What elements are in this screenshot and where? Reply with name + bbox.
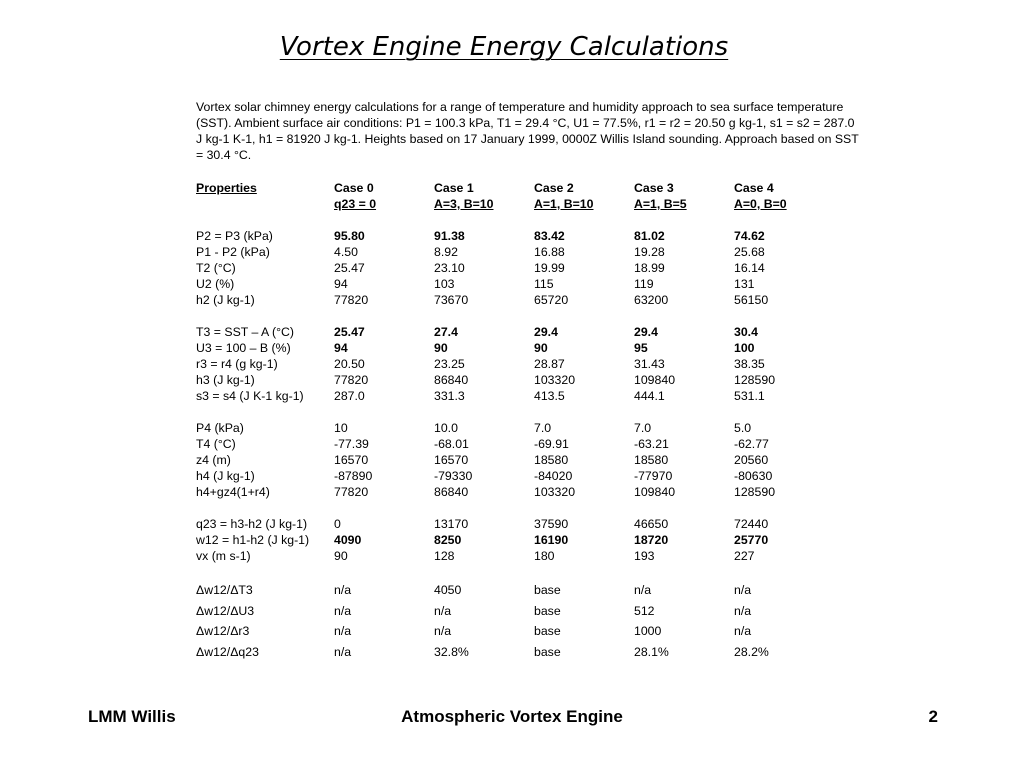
table-row — [196, 484, 834, 500]
row-value: 90 — [434, 341, 448, 355]
row-value: 103320 — [534, 485, 576, 499]
spacer-cell — [534, 564, 634, 580]
delta-value: n/a — [334, 624, 352, 638]
delta-value: n/a — [334, 644, 352, 659]
row-value: -68.01 — [434, 437, 469, 451]
row-label: h3 (J kg-1) — [196, 373, 255, 387]
row-label: T2 (°C) — [196, 261, 236, 275]
spacer-cell — [634, 212, 734, 228]
row-value: 73670 — [434, 293, 469, 307]
footer-page-number: 2 — [928, 707, 938, 726]
spacer-cell — [196, 564, 334, 580]
row-label: P2 = P3 (kPa) — [196, 229, 273, 243]
spacer-cell — [334, 212, 434, 228]
delta-value: 512 — [634, 603, 655, 618]
delta-row — [196, 621, 834, 642]
table-spacer — [196, 564, 834, 580]
row-value: 331.3 — [434, 389, 465, 403]
row-value: 86840 — [434, 373, 469, 387]
spacer-cell — [196, 212, 334, 228]
spacer-cell — [734, 564, 834, 580]
row-value: 131 — [734, 277, 755, 291]
header-params: q23 = 0 — [334, 197, 377, 211]
delta-value: base — [534, 644, 561, 659]
delta-label: Δw12/Δq23 — [196, 644, 259, 659]
row-value: -80630 — [734, 469, 773, 483]
row-value: 46650 — [634, 517, 669, 531]
row-value: 115 — [534, 277, 554, 291]
delta-value: 28.1% — [634, 644, 669, 659]
row-value: 86840 — [434, 485, 469, 499]
row-value: 0 — [334, 517, 341, 531]
table-spacer — [196, 212, 834, 228]
header-case: Case 4 — [734, 181, 774, 195]
row-value: 77820 — [334, 293, 369, 307]
row-value: 94 — [334, 341, 348, 355]
table-row — [196, 244, 834, 260]
delta-value: 32.8% — [434, 644, 469, 659]
delta-value: base — [534, 583, 561, 597]
table-row — [196, 340, 834, 356]
row-value: 74.62 — [734, 229, 765, 243]
row-value: 30.4 — [734, 325, 758, 339]
row-value: 7.0 — [634, 421, 652, 435]
row-value: 29.4 — [534, 325, 558, 339]
table-row — [196, 548, 834, 564]
row-value: 119 — [634, 277, 654, 291]
row-value: -84020 — [534, 469, 573, 483]
delta-value: 1000 — [634, 624, 662, 638]
intro-paragraph: Vortex solar chimney energy calculations for a range of temperature and humidity approach to sea surface temperature (SST). Ambient surface air conditions: P1 = 100.3 kPa, T1 = 29.4 °C, U1 = 77.5%, r1 = r2 = 20.50 g kg-1, s1 = s2 = 287.0 J kg-1 K-1, h1 = 81920 J kg-1. Heights based on 17 January 1999, 0000Z Willis Island sounding. Approach based on SST = 30.4 °C. — [196, 100, 859, 162]
row-value: 25.68 — [734, 245, 765, 259]
header-blank — [196, 196, 334, 212]
row-value: 109840 — [634, 485, 676, 499]
delta-label: Δw12/Δr3 — [196, 624, 250, 638]
row-value: -63.21 — [634, 437, 669, 451]
row-value: 63200 — [634, 293, 669, 307]
row-label: vx (m s-1) — [196, 549, 251, 563]
properties-table — [196, 180, 834, 662]
row-value: 95 — [634, 341, 648, 355]
delta-value: 4050 — [434, 583, 462, 597]
row-value: 100 — [734, 341, 755, 355]
header-case: Case 0 — [334, 181, 374, 195]
table-spacer — [196, 500, 834, 516]
header-case: Case 3 — [634, 181, 674, 195]
table-row — [196, 228, 834, 244]
spacer-cell — [734, 404, 834, 420]
table-header-row — [196, 180, 834, 196]
row-value: 16190 — [534, 533, 569, 547]
spacer-cell — [434, 404, 534, 420]
row-value: 77820 — [334, 373, 369, 387]
row-value: 193 — [634, 549, 655, 563]
row-value: 20.50 — [334, 357, 365, 371]
row-value: 128590 — [734, 373, 776, 387]
row-value: 72440 — [734, 517, 769, 531]
spacer-cell — [196, 308, 334, 324]
table-params-row — [196, 196, 834, 212]
row-value: 18580 — [534, 453, 569, 467]
row-value: 103320 — [534, 373, 576, 387]
spacer-cell — [434, 564, 534, 580]
table-spacer — [196, 404, 834, 420]
spacer-cell — [334, 308, 434, 324]
spacer-cell — [734, 500, 834, 516]
spacer-cell — [734, 212, 834, 228]
spacer-cell — [334, 500, 434, 516]
row-value: 90 — [534, 341, 548, 355]
spacer-cell — [334, 404, 434, 420]
spacer-cell — [534, 212, 634, 228]
row-value: 4.50 — [334, 245, 358, 259]
delta-label: Δw12/ΔU3 — [196, 603, 255, 618]
row-label: U3 = 100 – B (%) — [196, 341, 291, 355]
table-row — [196, 260, 834, 276]
header-params: A=1, B=10 — [534, 197, 594, 211]
row-value: 180 — [534, 549, 555, 563]
delta-row — [196, 580, 834, 601]
row-value: 83.42 — [534, 229, 565, 243]
row-value: 25.47 — [334, 325, 365, 339]
row-label: z4 (m) — [196, 453, 231, 467]
spacer-cell — [634, 500, 734, 516]
row-value: 7.0 — [534, 421, 552, 435]
row-value: 16570 — [334, 453, 369, 467]
table-row — [196, 356, 834, 372]
table-row — [196, 516, 834, 532]
delta-value: 28.2% — [734, 644, 769, 659]
row-value: 8250 — [434, 533, 462, 547]
footer-title: Atmospheric Vortex Engine — [401, 707, 623, 726]
row-value: 77820 — [334, 485, 369, 499]
row-value: 91.38 — [434, 229, 465, 243]
table-row — [196, 372, 834, 388]
delta-value: n/a — [734, 583, 752, 597]
delta-label: Δw12/ΔT3 — [196, 583, 253, 597]
header-params: A=1, B=5 — [634, 197, 687, 211]
spacer-cell — [434, 500, 534, 516]
row-label: T4 (°C) — [196, 437, 236, 451]
row-value: 531.1 — [734, 389, 765, 403]
delta-value: n/a — [434, 624, 452, 638]
spacer-cell — [196, 500, 334, 516]
row-value: 37590 — [534, 517, 569, 531]
spacer-cell — [634, 564, 734, 580]
row-label: U2 (%) — [196, 277, 235, 291]
table-row — [196, 436, 834, 452]
table-row — [196, 468, 834, 484]
row-value: 65720 — [534, 293, 569, 307]
row-value: 81.02 — [634, 229, 665, 243]
header-case: Case 2 — [534, 181, 574, 195]
row-value: 10 — [334, 421, 348, 435]
row-value: 29.4 — [634, 325, 658, 339]
delta-row — [196, 601, 834, 622]
page-title: Vortex Engine Energy Calculations — [279, 32, 729, 62]
spacer-cell — [634, 404, 734, 420]
row-label: P1 - P2 (kPa) — [196, 245, 270, 259]
spacer-cell — [196, 404, 334, 420]
row-value: 128 — [434, 549, 455, 563]
row-label: q23 = h3-h2 (J kg-1) — [196, 517, 308, 531]
delta-value: base — [534, 624, 561, 638]
row-value: 23.10 — [434, 261, 465, 275]
row-value: 18720 — [634, 533, 669, 547]
delta-value: n/a — [634, 583, 652, 597]
row-value: 20560 — [734, 453, 769, 467]
header-params: A=3, B=10 — [434, 197, 494, 211]
row-value: 16570 — [434, 453, 469, 467]
spacer-cell — [334, 564, 434, 580]
header-case: Case 1 — [434, 181, 474, 195]
row-value: 18.99 — [634, 261, 665, 275]
spacer-cell — [534, 500, 634, 516]
row-value: 90 — [334, 549, 348, 563]
row-value: 18580 — [634, 453, 669, 467]
row-value: 128590 — [734, 485, 776, 499]
row-label: P4 (kPa) — [196, 421, 244, 435]
row-value: -87890 — [334, 469, 373, 483]
row-value: 56150 — [734, 293, 769, 307]
row-label: h2 (J kg-1) — [196, 293, 255, 307]
table-row — [196, 532, 834, 548]
delta-value: n/a — [734, 624, 752, 638]
spacer-cell — [734, 308, 834, 324]
table-row — [196, 292, 834, 308]
header-properties: Properties — [196, 181, 257, 195]
delta-value: n/a — [434, 603, 452, 618]
spacer-cell — [534, 404, 634, 420]
row-value: 13170 — [434, 517, 469, 531]
row-value: 227 — [734, 549, 755, 563]
table-row — [196, 452, 834, 468]
delta-value: base — [534, 603, 561, 618]
row-label: h4+gz4(1+r4) — [196, 485, 270, 499]
row-value: 19.28 — [634, 245, 665, 259]
row-label: h4 (J kg-1) — [196, 469, 255, 483]
row-value: 109840 — [634, 373, 676, 387]
table-spacer — [196, 308, 834, 324]
spacer-cell — [434, 212, 534, 228]
row-value: 25.47 — [334, 261, 365, 275]
row-value: 413.5 — [534, 389, 565, 403]
row-label: s3 = s4 (J K-1 kg-1) — [196, 389, 304, 403]
row-value: 23.25 — [434, 357, 465, 371]
row-label: r3 = r4 (g kg-1) — [196, 357, 278, 371]
row-value: 16.88 — [534, 245, 565, 259]
header-params: A=0, B=0 — [734, 197, 787, 211]
table-row — [196, 420, 834, 436]
row-value: 38.35 — [734, 357, 765, 371]
row-value: -62.77 — [734, 437, 769, 451]
delta-value: n/a — [334, 603, 352, 618]
row-value: 27.4 — [434, 325, 458, 339]
footer-author: LMM Willis — [88, 707, 176, 726]
row-value: 95.80 — [334, 229, 365, 243]
table-row — [196, 276, 834, 292]
row-value: 19.99 — [534, 261, 565, 275]
row-value: 5.0 — [734, 421, 752, 435]
row-value: 444.1 — [634, 389, 665, 403]
spacer-cell — [434, 308, 534, 324]
table-row — [196, 324, 834, 340]
row-value: -69.91 — [534, 437, 569, 451]
row-value: -77970 — [634, 469, 673, 483]
delta-value: n/a — [734, 603, 752, 618]
row-value: 94 — [334, 277, 348, 291]
row-value: 287.0 — [334, 389, 365, 403]
spacer-cell — [534, 308, 634, 324]
row-label: w12 = h1-h2 (J kg-1) — [196, 533, 310, 547]
table-row — [196, 388, 834, 404]
row-value: 28.87 — [534, 357, 565, 371]
row-value: -77.39 — [334, 437, 369, 451]
row-value: -79330 — [434, 469, 473, 483]
row-label: T3 = SST – A (°C) — [196, 325, 294, 339]
row-value: 103 — [434, 277, 455, 291]
delta-row — [196, 642, 834, 663]
delta-value: n/a — [334, 583, 352, 597]
spacer-cell — [634, 308, 734, 324]
row-value: 31.43 — [634, 357, 665, 371]
row-value: 10.0 — [434, 421, 458, 435]
row-value: 8.92 — [434, 245, 458, 259]
row-value: 16.14 — [734, 261, 765, 275]
row-value: 4090 — [334, 533, 362, 547]
row-value: 25770 — [734, 533, 769, 547]
